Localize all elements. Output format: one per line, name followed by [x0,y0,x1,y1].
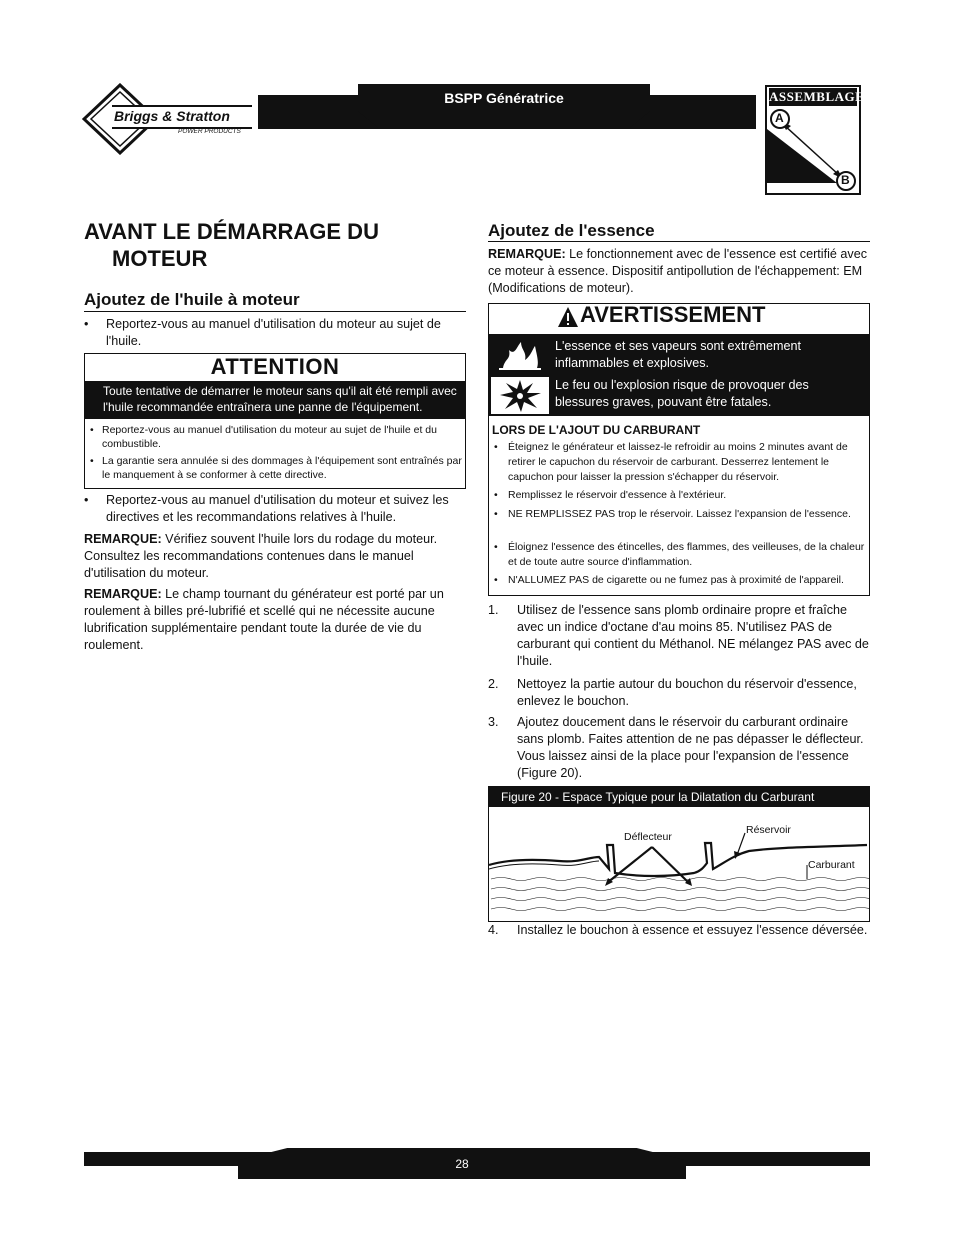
oil-bullet-1: • Reportez-vous au manuel d'utilisation du moteur au sujet de l'huile. [84,316,466,350]
badge-letter-a: A [775,111,784,125]
badge-letter-b: B [841,173,850,187]
warning-row-1-text: L'essence et ses vapeurs sont extrêmement inflammables et explosives. [555,339,802,370]
page-title-line1: AVANT LE DÉMARRAGE DU [84,219,379,244]
remark-2 [84,586,466,654]
remark-1-text: Vérifiez souvent l'huile lors du rodage du moteur. Consultez les recommandations contenues dans le manuel d'utilisation du moteur. [84,532,438,580]
flame-icon [491,336,549,373]
assembly-diagram [767,107,859,193]
step-2 [488,676,870,710]
step-2-text: Nettoyez la partie autour du bouchon du réservoir d'essence, enlevez le bouchon. [517,677,857,708]
fuel-remark-text: Le fonctionnement avec de l'essence est certifié avec ce moteur à essence. Dispositif antipollution de l'échappement: EM (Modifications de moteur). [488,247,867,295]
fuel-heading: Ajoutez de l'essence [488,221,655,240]
step-4-number: 4. [488,923,499,937]
fueling-bullet-2: • Remplissez le réservoir d'essence à l'extérieur. [490,488,866,503]
brand-subtitle: POWER PRODUCTS [178,128,241,135]
oil-heading: Ajoutez de l'huile à moteur [84,290,300,309]
step-2-number: 2. [488,677,499,691]
attention-bullet-1: • Reportez-vous au manuel d'utilisation du moteur au sujet de l'huile et du combustible. [86,423,462,451]
fueling-bullet-1: • Éteignez le générateur et laissez-le refroidir au moins 2 minutes avant de retirer le capuchon du réservoir de carburant. Desserrez lentement le capuchon pour laisser la pression s'échapper du réservoir. [490,440,866,485]
page-number: 28 [455,1157,469,1171]
step-3-text: Ajoutez doucement dans le réservoir du carburant ordinaire sans plomb. Faites attention de ne pas dépasser le déflecteur. Vous laissez ainsi de la place pour l'expansion de l'essence (Figure 20). [517,715,864,780]
explosion-icon [491,377,549,414]
label-tank: Réservoir [746,824,791,836]
step-1 [488,602,870,670]
attention-message: Toute tentative de démarrer le moteur sans qu'il ait été rempli avec l'huile recommandée entraînera une panne de l'équipement. [85,381,465,419]
fuel-remark [488,246,870,297]
attention-title: ATTENTION [210,354,340,379]
fueling-bullet-5: • N'ALLUMEZ PAS de cigarette ou ne fumez pas à proximité de l'appareil. [490,573,866,588]
step-1-number: 1. [488,603,499,617]
attention-bullet-2: • La garantie sera annulée si des dommages à l'équipement sont entraînés par le manquement à se conformer à cette directive. [86,454,462,482]
fueling-subheading: LORS DE L'AJOUT DU CARBURANT [492,423,701,437]
assembly-badge-label: ASSEMBLAGE [769,89,865,104]
fuel-tank-diagram [489,807,869,921]
label-fuel: Carburant [808,859,855,871]
oil-bullet-2: • Reportez-vous au manuel d'utilisation du moteur et suivez les directives et les recommandations relatives à l'huile. [84,492,466,526]
fueling-bullet-4: • Éloignez l'essence des étincelles, des flammes, des veilleuses, de la chaleur et de toute autre source d'inflammation. [490,540,866,570]
brand-name: Briggs & Stratton [114,108,230,124]
page-title [84,218,444,272]
step-3 [488,714,870,782]
figure-caption: Figure 20 - Espace Typique pour la Dilatation du Carburant [489,787,869,807]
step-3-number: 3. [488,715,499,729]
step-4 [488,922,870,939]
warning-row-2-text: Le feu ou l'explosion risque de provoquer des blessures graves, pouvant être fatales. [555,378,809,409]
document-title: BSPP Génératrice [444,90,564,106]
step-1-text: Utilisez de l'essence sans plomb ordinaire propre et fraîche avec un indice d'octane d'au moins 85. N'utilisez PAS de carburant qui contient du Méthanol. NE mélangez PAS avec de l'huile. [517,603,869,668]
fuel-remark-label: REMARQUE: [488,247,566,261]
page-title-line2: MOTEUR [112,246,208,271]
fuel-heading-rule [488,241,870,242]
warning-triangle-icon [557,306,579,333]
label-deflector: Déflecteur [624,831,672,843]
brand-logo [82,83,260,155]
warning-title: AVERTISSEMENT [580,302,766,327]
remark-2-label: REMARQUE: [84,587,162,601]
remark-2-text: Le champ tournant du générateur est porté par un roulement à billes pré-lubrifié et scellé qui ne nécessite aucune lubrification supplémentaire pendant toute la durée de vie du roulement. [84,587,444,652]
fueling-bullet-3: • NE REMPLISSEZ PAS trop le réservoir. Laissez l'expansion de l'essence. [490,507,866,522]
oil-heading-rule [84,311,466,312]
remark-1-label: REMARQUE: [84,532,162,546]
step-4-text: Installez le bouchon à essence et essuyez l'essence déversée. [517,923,868,937]
remark-1 [84,531,466,582]
